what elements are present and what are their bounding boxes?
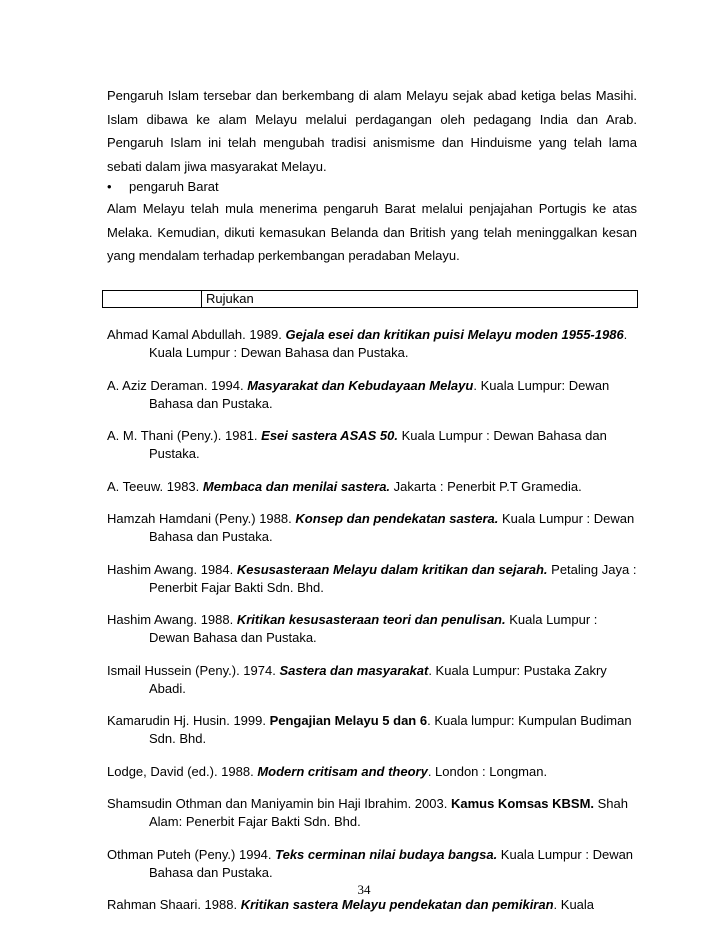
barat-line: Alam Melayu telah mula menerima pengaruh Barat melalui penjajahan Portugis ke atas [107,201,637,216]
reference-title: Masyarakat dan Kebudayaan Melayu [247,377,474,393]
reference-entry [107,326,637,362]
reference-entry [107,510,637,546]
references-heading: Rujukan [201,291,254,307]
reference-author-year: Ahmad Kamal Abdullah. 1989. [107,327,286,342]
intro-paragraph [107,84,637,178]
reference-entry [107,561,637,597]
reference-title: Sastera dan masyarakat [279,662,429,678]
reference-publisher: . Kuala Lumpur : Dewan Bahasa dan Pustaka. [149,327,628,360]
reference-publisher: . Kuala Lumpur: Pustaka Zakry Abadi. [149,662,607,696]
bullet-icon: • [107,179,112,194]
reference-publisher: Kuala Lumpur : Dewan Bahasa dan Pustaka. [149,511,635,544]
reference-author-year: Hashim Awang. 1984. [107,561,237,577]
reference-title: Membaca dan menilai sastera. [202,478,391,494]
reference-publisher: Kuala Lumpur : Dewan Bahasa dan Pustaka. [149,428,607,461]
bullet-text: pengaruh Barat [129,179,219,194]
reference-publisher: Kuala Lumpur : Dewan Bahasa dan Pustaka. [149,846,634,880]
reference-author-year: Hashim Awang. 1988. [107,612,237,627]
reference-entry [107,846,637,882]
reference-entry [107,763,637,781]
reference-entry [107,712,637,748]
reference-publisher: . London : Longman. [427,763,548,779]
reference-publisher: . Kuala [553,897,595,912]
reference-publisher: Shah Alam: Penerbit Fajar Bakti Sdn. Bhd. [149,796,628,829]
reference-title: Kesusasteraan Melayu dalam kritikan dan sejarah. [236,561,548,577]
reference-title: Kritikan sastera Melayu pendekatan dan pemikiran [240,897,554,912]
bullet-item [107,177,219,197]
references-list [107,326,637,929]
barat-paragraph [107,197,637,268]
reference-publisher: Jakarta : Penerbit P.T Gramedia. [390,478,582,494]
reference-author-year: Kamarudin Hj. Husin. 1999. [107,713,270,728]
intro-line: Pengaruh Islam tersebar dan berkembang di alam Melayu sejak abad ketiga belas Masihi. [107,88,637,103]
reference-title: Gejala esei dan kritikan puisi Melayu moden 1955-1986 [285,327,624,342]
reference-entry [107,427,637,463]
reference-title: Esei sastera ASAS 50. [261,428,398,443]
reference-author-year: Lodge, David (ed.). 1988. [107,763,258,779]
reference-title: Konsep dan pendekatan sastera. [295,511,499,526]
intro-line: Pengaruh Islam ini telah mengubah tradisi anismisme dan Hinduisme yang telah lama [107,135,637,151]
reference-author-year: A. Aziz Deraman. 1994. [107,377,248,393]
reference-author-year: Ismail Hussein (Peny.). 1974. [107,662,280,678]
reference-author-year: Shamsudin Othman dan Maniyamin bin Haji Ibrahim. 2003. [107,796,451,811]
reference-publisher: Petaling Jaya : Penerbit Fajar Bakti Sdn. Bhd. [149,561,637,595]
page-number: 34 [357,882,371,897]
barat-line: yang mendalam terhadap perkembangan peradaban Melayu. [107,248,460,264]
reference-publisher: . Kuala Lumpur: Dewan Bahasa dan Pustaka. [149,377,610,411]
reference-author-year: Hamzah Hamdani (Peny.) 1988. [107,511,296,526]
reference-entry [107,377,637,413]
reference-title: Teks cerminan nilai budaya bangsa. [275,846,498,862]
reference-title: Kritikan kesusasteraan teori dan penulisan. [236,612,506,627]
reference-entry [107,896,637,914]
reference-title: Kamus Komsas KBSM. [450,796,595,811]
reference-title: Modern critisam and theory [257,763,428,779]
reference-publisher: . Kuala lumpur: Kumpulan Budiman Sdn. Bhd. [149,713,632,746]
reference-author-year: A. M. Thani (Peny.). 1981. [107,428,262,443]
reference-title: Pengajian Melayu 5 dan 6 [269,713,428,728]
intro-line: sebati dalam jiwa masyarakat Melayu. [107,158,327,174]
reference-entry [107,662,637,698]
reference-entry [107,478,637,496]
reference-entry [107,611,637,647]
reference-publisher: Kuala Lumpur : Dewan Bahasa dan Pustaka. [149,612,598,645]
intro-line: Islam dibawa ke alam Melayu melalui perdagangan oleh pedagang India dan Arab. [107,111,637,127]
references-heading-box [102,290,638,308]
reference-author-year: Othman Puteh (Peny.) 1994. [107,846,276,862]
reference-author-year: A. Teeuw. 1983. [107,478,203,494]
reference-author-year: Rahman Shaari. 1988. [107,897,241,912]
reference-entry [107,795,637,831]
barat-line: Melaka. Kemudian, dikuti kemasukan Belanda dan British yang telah meninggalkan kesan [107,224,637,240]
